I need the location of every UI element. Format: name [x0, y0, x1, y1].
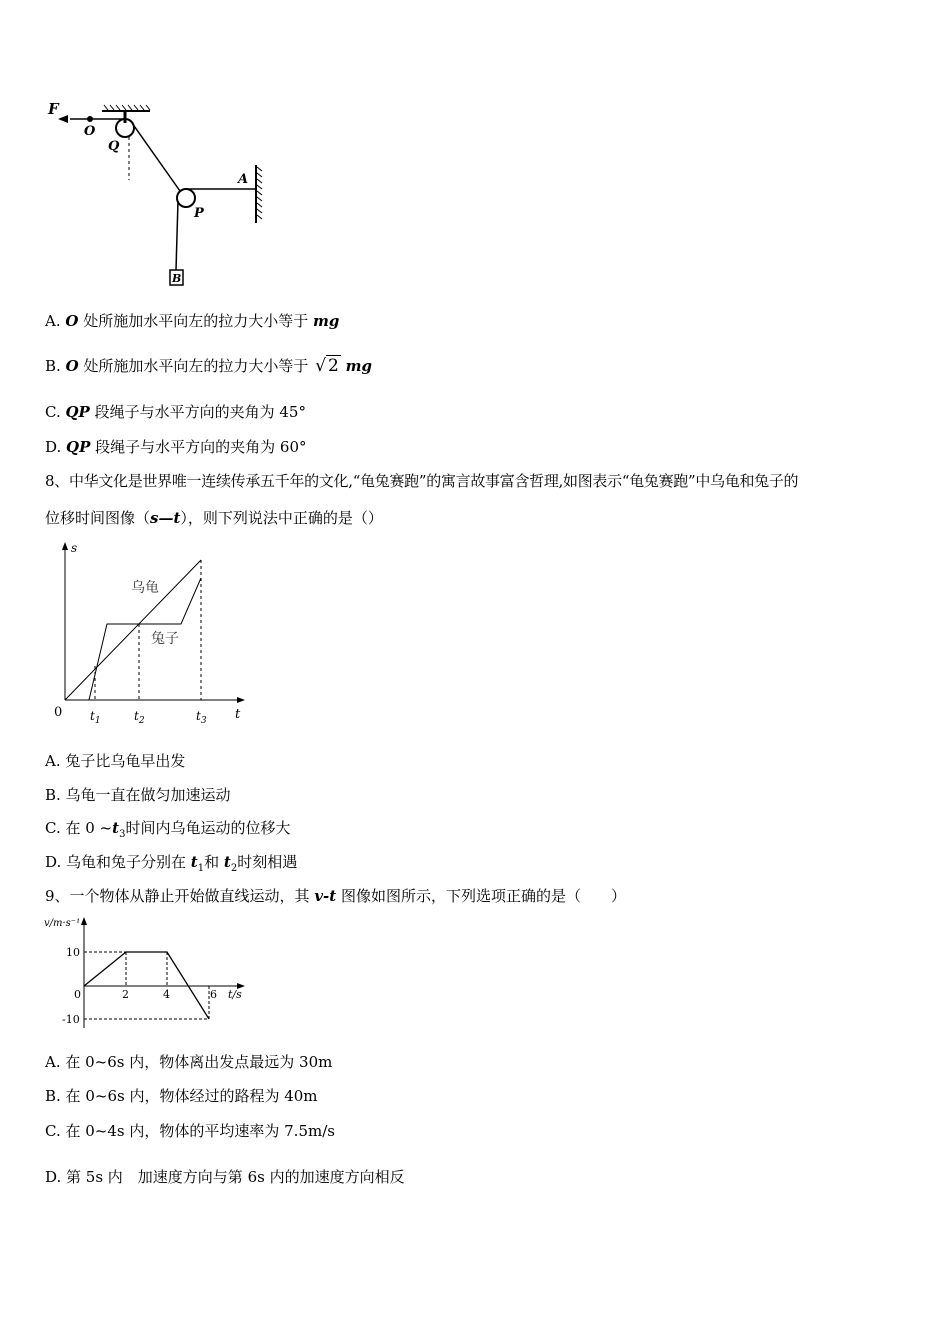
label-10: 10 — [66, 946, 80, 959]
q9-option-c: C. 在 0~4s 内，物体的平均速率为 7.5m/s — [45, 1122, 335, 1140]
label-t3: $t_3$ — [196, 709, 207, 726]
label-0: 0 — [74, 988, 81, 1001]
q9-vt-graph — [40, 912, 260, 1032]
label-v: v/m·s⁻¹ — [44, 918, 81, 929]
label-b: B — [172, 272, 182, 285]
pulley-diagram — [40, 95, 280, 295]
label-6: 6 — [210, 988, 217, 1001]
vt-graph-svg — [40, 912, 260, 1032]
q7-option-c: C. QP 段绳子与水平方向的夹角为 45° — [45, 403, 306, 421]
ceiling-hatch — [104, 105, 150, 110]
q9-stem: 9、一个物体从静止开始做直线运动，其 v-t 图像如图所示，下列选项正确的是（ ） — [45, 887, 626, 905]
sqrt-symbol: √ 2 — [315, 356, 339, 376]
label-neg10: -10 — [62, 1013, 80, 1026]
pulley-figure — [40, 95, 280, 295]
q8-stem-line2: 位移时间图像（s—t），则下列说法中正确的是（） — [45, 509, 383, 527]
rope-qp — [132, 123, 180, 191]
q7-option-b: B. O 处所施加水平向左的拉力大小等于 √ 2 mg — [45, 352, 372, 380]
label-t1: $t_1$ — [90, 709, 101, 726]
label-t2: $t_2$ — [134, 709, 145, 726]
label-2: 2 — [122, 988, 129, 1001]
q9-option-d: D. 第 5s 内 加速度方向与第 6s 内的加速度方向相反 — [45, 1168, 405, 1186]
rabbit-line — [89, 578, 201, 700]
pulley-p — [177, 189, 195, 207]
q8-option-b: B. 乌龟一直在做匀加速运动 — [45, 786, 231, 804]
rope-pb — [176, 201, 178, 270]
label-f: F — [48, 100, 59, 118]
q8-option-a: A. 兔子比乌龟早出发 — [45, 752, 186, 770]
q7-option-a: A. O 处所施加水平向左的拉力大小等于 mg — [45, 312, 340, 330]
q8-stem-line1: 8、中华文化是世界唯一连续传承五千年的文化,“龟兔赛跑”的寓言故事富含哲理,如图表示“龟兔赛跑”中乌龟和兔子的 — [45, 472, 799, 490]
q9-option-b: B. 在 0~6s 内，物体经过的路程为 40m — [45, 1087, 318, 1105]
q8-option-c: C. 在 0 $\sim t_3$时间内乌龟运动的位移大 — [45, 819, 291, 840]
label-origin: 0 — [54, 705, 63, 720]
label-q: Q — [108, 139, 120, 154]
q8-st-graph — [45, 538, 255, 728]
label-p: P — [194, 206, 204, 221]
label-t: t — [235, 707, 241, 722]
label-s: s — [71, 541, 78, 555]
q7-option-d: D. QP 段绳子与水平方向的夹角为 60° — [45, 438, 307, 456]
label-ts: t/s — [228, 988, 242, 1001]
label-a: A — [238, 172, 249, 187]
point-o — [87, 116, 93, 122]
label-tortoise: 乌龟 — [131, 580, 159, 596]
label-rabbit: 兔子 — [151, 631, 179, 647]
wall-hatch — [257, 167, 262, 219]
st-graph-svg — [45, 538, 255, 728]
force-arrow — [58, 115, 68, 123]
label-4: 4 — [163, 988, 170, 1001]
q8-option-d: D. 乌龟和兔子分别在 $t_1$和 $t_2$时刻相遇 — [45, 853, 298, 874]
q9-option-a: A. 在 0~6s 内，物体离出发点最远为 30m — [45, 1053, 333, 1071]
label-o: O — [84, 124, 96, 139]
